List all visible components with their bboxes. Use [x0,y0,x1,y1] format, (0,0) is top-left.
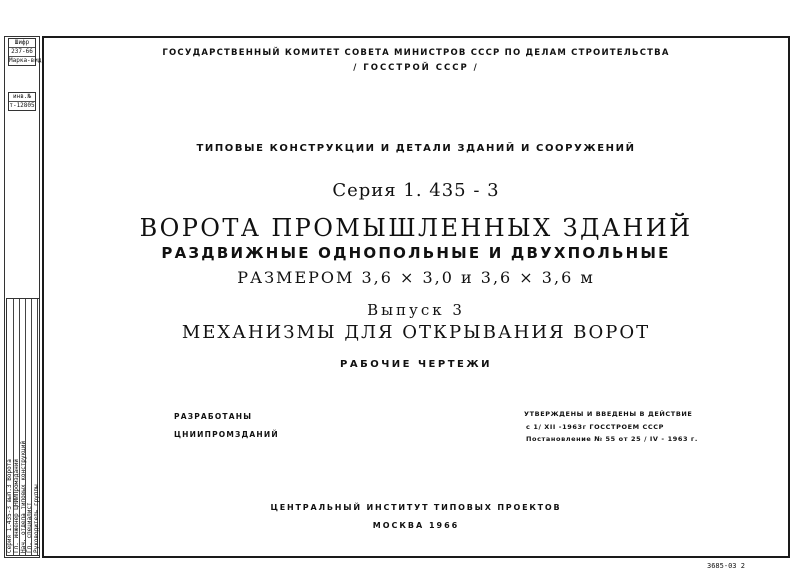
signature-row: Нач. отдела типовых конструкций [19,441,27,553]
approval-line: УТВЕРЖДЕНЫ И ВВЕДЕНЫ В ДЕЙСТВИЕ [524,410,693,418]
signature-row: Гл. инженер ЦНИИПромзданий [12,459,20,553]
inventory-stamp [8,92,36,111]
gosstroy-heading: / ГОССТРОЙ СССР / [353,63,479,73]
approval-decree: Постановление № 55 от 25 / IV - 1963 г. [526,435,698,443]
issue-title: МЕХАНИЗМЫ ДЛЯ ОТКРЫВАНИЯ ВОРОТ [181,322,651,343]
subtitle-size: РАЗМЕРОМ 3,6 × 3,0 и 3,6 × 3,6 м [237,268,595,287]
working-drawings-label: РАБОЧИЕ ЧЕРТЕЖИ [340,359,492,370]
signature-row: Серия 1.435-3 вып.3 Ворота [6,459,13,553]
city-year: МОСКВА 1966 [372,521,460,530]
signature-table [6,298,40,556]
sheet-number: 3685-03 2 [707,562,745,570]
stamp-line: Шифр [9,39,35,48]
institute-name: ЦЕНТРАЛЬНЫЙ ИНСТИТУТ ТИПОВЫХ ПРОЕКТОВ [270,503,562,512]
main-title: ВОРОТА ПРОМЫШЛЕННЫХ ЗДАНИЙ [139,214,693,242]
series-number: Серия 1. 435 - 3 [332,180,500,201]
signature-table-text [7,299,41,557]
archive-stamp [8,38,42,66]
issue-number: Выпуск 3 [367,301,465,319]
stamp-line: Марка-вид [9,57,42,64]
approval-date: с 1/ XII -1963г ГОССТРОЕМ СССР [526,422,665,431]
signature-row: Руководитель группы [33,484,41,553]
category-heading: ТИПОВЫЕ КОНСТРУКЦИИ И ДЕТАЛИ ЗДАНИЙ И СООРУЖЕНИЙ [196,143,636,154]
approval-block [524,408,698,446]
subtitle-sliding: РАЗДВИЖНЫЕ ОДНОПОЛЬНЫЕ И ДВУХПОЛЬНЫЕ [161,244,671,262]
committee-heading: ГОСУДАРСТВЕННЫЙ КОМИТЕТ СОВЕТА МИНИСТРОВ СССР ПО ДЕЛАМ СТРОИТЕЛЬСТВА [162,48,670,58]
developer-org: ЦНИИПРОМЗДАНИЙ [174,430,279,439]
signature-row: Гл. специалист [26,502,34,553]
drawing-frame [42,36,790,558]
developed-label: РАЗРАБОТАНЫ [174,412,253,421]
stamp-line: т-12805 [9,102,35,109]
stamp-line: инв.№ [9,93,35,102]
developer-block [174,408,279,444]
stamp-line: 237-66 [9,48,35,57]
